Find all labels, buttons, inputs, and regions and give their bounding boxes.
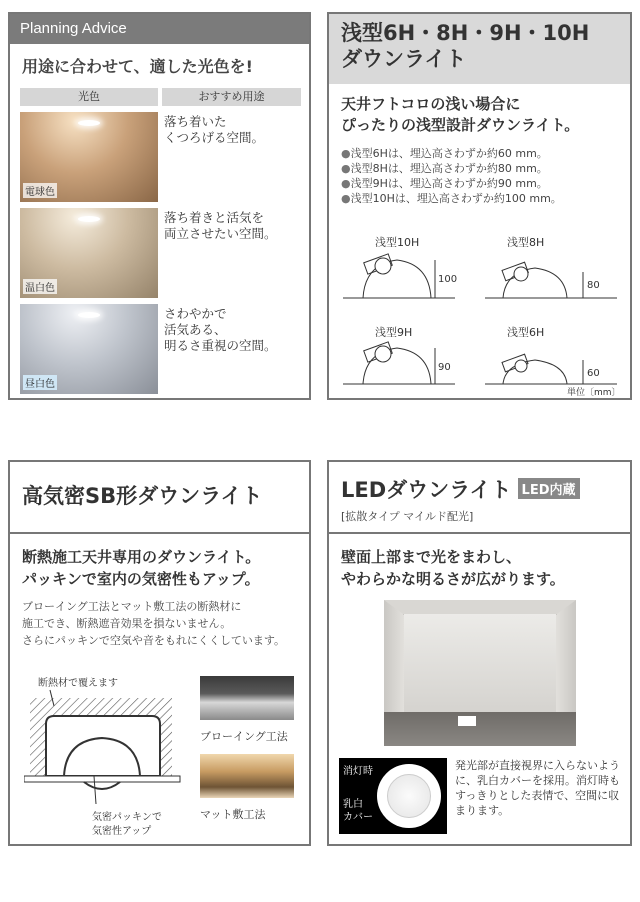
- daylight-white-swatch: [20, 304, 158, 394]
- led-badge: LED内蔵: [518, 478, 580, 499]
- list-item: [341, 176, 630, 191]
- panel-subtitle: [拡散タイプ マイルド配光]: [341, 510, 474, 523]
- warm-white-swatch: [20, 208, 158, 298]
- bullet-icon: ●: [341, 147, 351, 160]
- label-10h: 浅型10H: [375, 236, 420, 249]
- panel-title: LEDダウンライト: [341, 478, 512, 502]
- downlight-icon: [78, 312, 100, 318]
- table-row: [20, 304, 301, 394]
- cover-label-line-2: カバー: [343, 812, 373, 823]
- downlight-icon: [78, 216, 100, 222]
- table-header: [20, 88, 301, 106]
- bullet-icon: ●: [341, 162, 351, 175]
- use-description: さわやかで 活気ある、 明るさ重視の空間。: [164, 306, 277, 353]
- cover-label: [343, 798, 373, 824]
- list-item: [341, 161, 630, 176]
- sb-downlight-panel: [8, 460, 311, 846]
- led-downlight-panel: [327, 460, 632, 846]
- table-row: [20, 112, 301, 202]
- lead-text: [329, 534, 630, 590]
- panel-title: 高気密SB形ダウンライト: [10, 462, 309, 534]
- lamp-off-photo: [339, 758, 447, 834]
- lamp-off-label: 消灯時: [343, 766, 373, 777]
- list-item-text: 浅型8Hは、埋込高さわずか約80 mm。: [350, 162, 548, 175]
- use-description: 落ち着きと活気を 両立させたい空間。: [164, 210, 277, 241]
- lead-line-1: 断熱施工天井専用のダウンライト。: [22, 548, 261, 566]
- label-6h: 浅型6H: [507, 326, 545, 339]
- lead-line-1: 天井フトコロの浅い場合に: [341, 95, 521, 113]
- body-line-1: ブローイング工法とマット敷工法の断熱材に: [22, 600, 242, 613]
- blowing-method-photo: [200, 676, 294, 720]
- swatch-tag: 温白色: [23, 279, 57, 294]
- room-floor: [384, 712, 576, 746]
- column-header-color: 光色: [20, 88, 158, 106]
- mat-method-photo: [200, 754, 294, 798]
- fig-label-insulation: 断熱材で覆えます: [38, 678, 118, 689]
- warm-light-swatch: [20, 112, 158, 202]
- label-8h: 浅型8H: [507, 236, 545, 249]
- use-description: 落ち着いた くつろげる空間。: [164, 114, 265, 145]
- room-back-wall: [404, 614, 556, 712]
- light-color-table: [20, 88, 301, 394]
- title-line-2: ダウンライト: [341, 47, 467, 71]
- mat-method-caption: マット敷工法: [200, 808, 266, 821]
- list-item-text: 浅型10Hは、埋込高さわずか約100 mm。: [350, 192, 562, 205]
- column-header-use: おすすめ用途: [162, 88, 301, 106]
- room-photo: [384, 600, 576, 746]
- swatch-tag: 電球色: [23, 183, 57, 198]
- cover-label-line-1: 乳白: [343, 799, 363, 810]
- table-row: [20, 208, 301, 298]
- list-item-text: 浅型6Hは、埋込高さわずか約60 mm。: [350, 147, 548, 160]
- dim-8h: 80: [587, 280, 600, 291]
- shallow-downlight-panel: [327, 12, 632, 400]
- dim-9h: 90: [438, 362, 451, 373]
- planning-advice-panel: [8, 12, 311, 400]
- blowing-method-caption: ブローイング工法: [200, 730, 288, 743]
- dim-6h: 60: [587, 368, 600, 379]
- downlight-icon: [78, 120, 100, 126]
- lead-line-2: ぴったりの浅型設計ダウンライト。: [341, 116, 580, 134]
- bullet-icon: ●: [341, 192, 351, 205]
- list-item-text: 浅型9Hは、埋込高さわずか約90 mm。: [350, 177, 548, 190]
- lead-line-1: 壁面上部まで光をまわし、: [341, 548, 522, 566]
- body-text: [10, 590, 309, 649]
- fig-label-packing-1: 気密パッキンで: [92, 812, 162, 823]
- light-color-title: 用途に合わせて、適した光色を!: [22, 57, 253, 76]
- title-line-1: 浅型6H・8H・9H・10H: [341, 21, 590, 45]
- lead-line-2: パッキンで室内の気密性もアップ。: [22, 570, 260, 588]
- bullet-icon: ●: [341, 177, 351, 190]
- label-9h: 浅型9H: [375, 326, 413, 339]
- room-ceiling: [384, 600, 576, 614]
- room-table: [458, 716, 476, 726]
- panel-title: [329, 14, 630, 84]
- insulation-diagram: [24, 676, 184, 841]
- spec-list: [329, 136, 630, 206]
- body-line-3: さらにパッキンで空気や音をもれにくくしています。: [22, 634, 286, 647]
- swatch-tag: 昼白色: [23, 375, 57, 390]
- planning-advice-header: Planning Advice: [10, 14, 309, 44]
- panel-titlebar: [329, 462, 630, 534]
- diffuser-cover-icon: [387, 774, 431, 818]
- lead-line-2: やわらかな明るさが広がります。: [341, 570, 565, 588]
- list-item: [341, 146, 630, 161]
- lead-text: [329, 84, 630, 136]
- lead-text: [10, 534, 309, 590]
- fig-label-packing-2: 気密性アップ: [92, 826, 152, 837]
- dim-10h: 100: [438, 274, 458, 285]
- body-line-2: 施工でき、断熱遮音効果を損ないません。: [22, 617, 232, 630]
- depth-diagram: [335, 236, 625, 396]
- cover-note: 発光部が直接視界に入らないように、乳白カバーを採用。消灯時もすっきりとした表情で、空間に収まります。: [455, 759, 620, 817]
- unit-label: 単位〔mm〕: [567, 388, 621, 396]
- list-item: [341, 191, 630, 206]
